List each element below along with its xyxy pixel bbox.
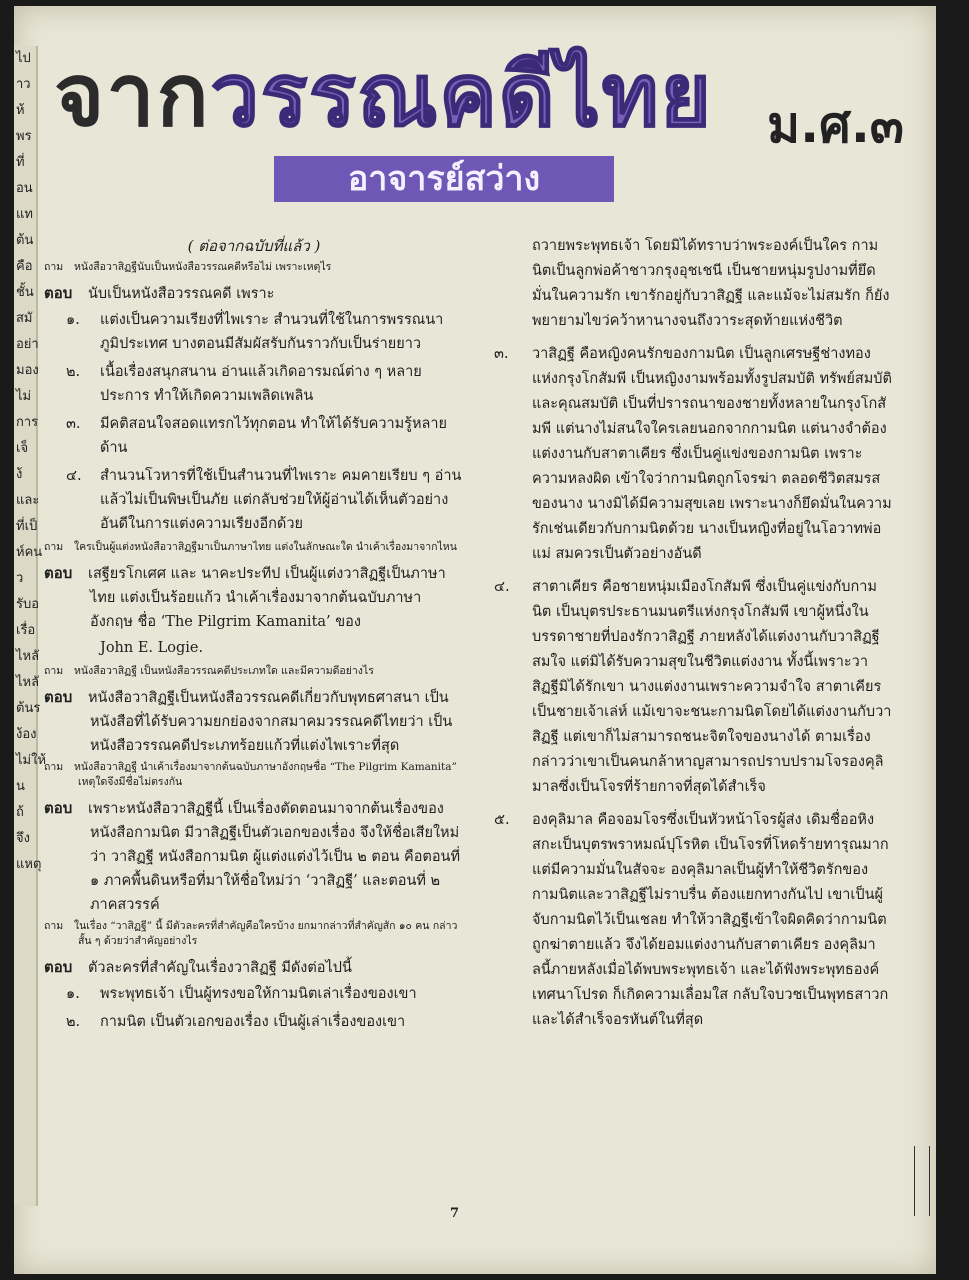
prev-page-fragment: ชั้น	[16, 285, 34, 300]
prev-page-fragment: สมั	[16, 311, 33, 326]
item-2-continued: ถวายพระพุทธเจ้า โดยมิได้ทราบว่าพระองค์เป็นใคร กามนิตเป็นลูกพ่อค้าชาวกรุงอุชเชนี เป็นชายหนุ่มรูปงามที่ยึดมั่นในความรัก เขารักอยู่กับวาสิฏฐี และแม้จะไม่สมรัก ก็ยังพยายามไขว่คว้าหานางจนถึงวาระสุดท้ายแห่งชีวิต	[532, 238, 890, 329]
prev-page-fragment: ห้	[16, 103, 25, 118]
title-styled: วรรณคดีไทย	[210, 46, 713, 146]
prev-page-fragment: รับอ	[16, 597, 40, 612]
prev-page-fragment: ไหลั	[16, 649, 40, 664]
margin-mark	[914, 1146, 930, 1216]
prev-page-fragment: อน	[16, 181, 33, 196]
prev-page-fragment: ง้อง	[16, 727, 37, 742]
article-title	[54, 46, 713, 146]
right-column	[492, 234, 892, 1039]
question-4: ถาม หนังสือวาสิฏฐี นำเค้าเรื่องมาจากต้นฉบับภาษาอังกฤษชื่อ “The Pilgrim Kamanita” เหตุใดจึงมีชื่อไม่ตรงกัน	[44, 761, 457, 788]
prev-page-fragment: น	[16, 779, 25, 794]
prev-page-fragment: ห์คน	[16, 545, 43, 560]
question-1: ถาม หนังสือวาสิฏฐีนับเป็นหนังสือวรรณคดีหรือไม่ เพราะเหตุไร	[44, 261, 332, 273]
prev-page-fragment: แท	[16, 207, 33, 222]
prev-page-fragment: ไป	[16, 51, 31, 66]
prev-page-fragment: แหตุ	[16, 857, 42, 872]
answer-3: ตอบ หนังสือวาสิฏฐีเป็นหนังสือวรรณคดีเกี่ยวกับพุทธศาสนา เป็นหนังสือที่ได้รับความยกย่องจากสมาคมวรรณคดีไทยว่า เป็นหนังสือวรรณคดีประเภทร้อยแก้วที่แต่งไพเราะที่สุด	[44, 688, 453, 754]
author-banner: อาจารย์สว่าง	[274, 156, 614, 202]
prev-page-fragment: ไม่	[16, 389, 32, 404]
prev-page-fragment: เจ็	[16, 441, 29, 456]
prev-page-fragment: คือ	[16, 259, 33, 274]
answer-5: ตอบ ตัวละครที่สำคัญในเรื่องวาสิฏฐี มีดังต่อไปนี้	[44, 958, 352, 976]
list-item: ๒. เนื้อเรื่องสนุกสนาน อ่านแล้วเกิดอารมณ์ต่าง ๆ หลายประการ ทำให้เกิดความเพลิดเพลิน	[66, 364, 422, 404]
page-number: 7	[450, 1206, 460, 1221]
magazine-page	[14, 6, 936, 1274]
previous-page-edge	[14, 46, 47, 1206]
question-2: ถาม ใครเป็นผู้แต่งหนังสือวาสิฏฐีมาเป็นภาษาไทย แต่งในลักษณะใด นำเค้าเรื่องมาจากไหน	[44, 541, 457, 553]
answer-2: ตอบ เสฐียรโกเศศ และ นาคะประทีป เป็นผู้แต่งวาสิฏฐีเป็นภาษาไทย แต่งเป็นร้อยแก้ว นำเค้าเรื่องมาจากต้นฉบับภาษาอังกฤษ ชื่อ ‘The Pilgrim Kamanita’ ของ	[44, 564, 446, 630]
list-item: ๓. มีคติสอนใจสอดแทรกไว้ทุกตอน ทำให้ได้รับความรู้หลายด้าน	[66, 416, 448, 456]
answer-2-continued: John E. Logie.	[100, 640, 204, 656]
list-item: ๑. พระพุทธเจ้า เป็นผู้ทรงขอให้กามนิตเล่าเรื่องของเขา	[66, 986, 417, 1002]
prev-page-fragment: และ	[16, 493, 40, 508]
prev-page-fragment: าว	[16, 77, 31, 92]
prev-page-fragment: มอง	[16, 363, 39, 378]
list-item: ๒. กามนิต เป็นตัวเอกของเรื่อง เป็นผู้เล่าเรื่องของเขา	[66, 1014, 406, 1030]
question-3: ถาม หนังสือวาสิฏฐี เป็นหนังสือวรรณคดีประเภทใด และมีความดีอย่างไร	[44, 665, 374, 677]
list-item: ๕. องคุลิมาล คือจอมโจรซึ่งเป็นหัวหน้าโจรผู้ส่ง เดิมชื่ออหิงสกะเป็นบุตรพราหมณ์ปุโรหิต เป็นโจรที่โหดร้ายทารุณมาก แต่มีความมั่นในสัจจะ องคุลิมาลเป็นผู้ทำให้ชีวิตรักของกามนิตและวาสิฏฐีไม่ราบรื่น ต้องแยกทางกันไป เขาเป็นผู้จับกามนิตไว้เป็นเชลย ทำให้วาสิฏฐีเข้าใจผิดคิดว่ากามนิตถูกฆ่าตายแล้ว จึงได้ยอมแต่งงานกับสาตาเคียร องคุลิมาลนี้ภายหลังเมื่อได้พบพระพุทธเจ้า และได้ฟังพระพุทธองค์เทศนาโปรด ก็เกิดความเลื่อมใส กลับใจบวชเป็นพุทธสาวกและได้สำเร็จอรหันต์ในที่สุด	[494, 812, 889, 1028]
grade-label: ม.ศ.๓	[767, 96, 904, 154]
prev-page-fragment: ว	[16, 571, 24, 586]
list-item: ๑. แต่งเป็นความเรียงที่ไพเราะ สำนวนที่ใช้ในการพรรณนาภูมิประเทศ บางตอนมีสัมผัสรับกันราวกับเป็นร่ายยาว	[66, 312, 444, 352]
answer-1: ตอบ นับเป็นหนังสือวรรณคดี เพราะ	[44, 284, 275, 302]
prev-page-fragment: พร	[16, 129, 32, 144]
title-plain: จาก	[54, 46, 211, 146]
prev-page-fragment: เรื่อ	[16, 623, 36, 638]
prev-page-fragment: ต้นร	[16, 701, 41, 716]
prev-page-fragment: ไหลั	[16, 675, 40, 690]
left-column	[44, 234, 464, 1038]
prev-page-fragment: อย่า	[16, 337, 39, 352]
list-item: ๔. สาตาเคียร คือชายหนุ่มเมืองโกสัมพี ซึ่งเป็นคู่แข่งกับกามนิต เป็นบุตรประธานมนตรีแห่งกรุงโกสัมพี เขาผู้หนึ่งในบรรดาชายที่ปองรักวาสิฏฐี ภายหลังได้แต่งงานกับวาสิฏฐีสมใจ แต่มิได้รับความสุขในชีวิตแต่งงาน ทั้งนี้เพราะวาสิฏฐีมิได้รักเขา นางแต่งงานเพราะความจำใจ สาตาเคียรเป็นชายเจ้าเล่ห์ แม้เขาจะชนะกามนิตโดยได้แต่งงานกับวาสิฏฐี แต่เขาก็ไม่สามารถชนะจิตใจของนางได้ ตามเรื่องกล่าวว่าเขาเป็นคนกล้าหาญสามารถปราบปรามโจรองคุลิมาลซึ่งเป็นโจรที่ร้ายกาจที่สุดได้สำเร็จ	[494, 579, 892, 795]
prev-page-fragment: ถ้	[16, 805, 24, 820]
prev-page-fragment: การ	[16, 415, 39, 430]
continued-note: ( ต่อจากฉบับที่แล้ว )	[187, 237, 321, 255]
prev-page-fragment: ต้น	[16, 233, 34, 248]
prev-page-fragment: จึง	[16, 831, 30, 846]
list-item: ๔. สำนวนโวหารที่ใช้เป็นสำนวนที่ไพเราะ คมคายเรียบ ๆ อ่านแล้วไม่เป็นพิษเป็นภัย แต่กลับช่วยให้ผู้อ่านได้เห็นตัวอย่างอันดีในการแต่งความเรียงอีกด้วย	[66, 468, 462, 532]
prev-page-fragment: ที่	[16, 155, 25, 170]
prev-page-fragment: ง้	[16, 467, 23, 482]
prev-page-fragment: ไม่ให้	[16, 753, 47, 768]
question-5: ถาม ในเรื่อง “วาสิฏฐี” นี้ มีตัวละครที่สำคัญคือใครบ้าง ยกมากล่าวที่สำคัญสัก ๑๐ คน กล่าวสั้น ๆ ด้วยว่าสำคัญอย่างไร	[44, 920, 458, 947]
answer-4: ตอบ เพราะหนังสือวาสิฏฐีนี้ เป็นเรื่องตัดตอนมาจากต้นเรื่องของหนังสือกามนิต มีวาสิฏฐีเป็นตัวเอกของเรื่อง จึงให้ชื่อเสียใหม่ว่า วาสิฏฐี หนังสือกามนิต ผู้แต่งแต่งไว้เป็น ๒ ตอน คือตอนที่ ๑ ภาคพื้นดินหรือที่มาให้ชื่อใหม่ว่า ‘วาสิฏฐี’ และตอนที่ ๒ ภาคสวรรค์	[44, 799, 461, 913]
list-item: ๓. วาสิฏฐี คือหญิงคนรักของกามนิต เป็นลูกเศรษฐีช่างทองแห่งกรุงโกสัมพี เป็นหญิงงามพร้อมทั้งรูปสมบัติ ทรัพย์สมบัติ และคุณสมบัติ เป็นที่ปรารถนาของชายทั้งหลายในกรุงโกสัมพี แต่นางไม่สนใจใครเลยนอกจากกามนิต แต่นางจำต้องแต่งงานกับสาตาเคียร ซึ่งเป็นคู่แข่งของกามนิต เพราะความหลงผิด เข้าใจว่ากามนิตถูกโจรฆ่า ตลอดชีวิตสมรสของนาง นางมิได้มีความสุขเลย เพราะนางก็ยึดมั่นในความรักเช่นเดียวกับกามนิตด้วย นางเป็นหญิงที่อยู่ในโอวาทพ่อแม่ สมควรเป็นตัวอย่างอันดี	[494, 346, 892, 562]
prev-page-fragment: ที่เป็	[16, 519, 38, 534]
article-header	[44, 36, 924, 206]
